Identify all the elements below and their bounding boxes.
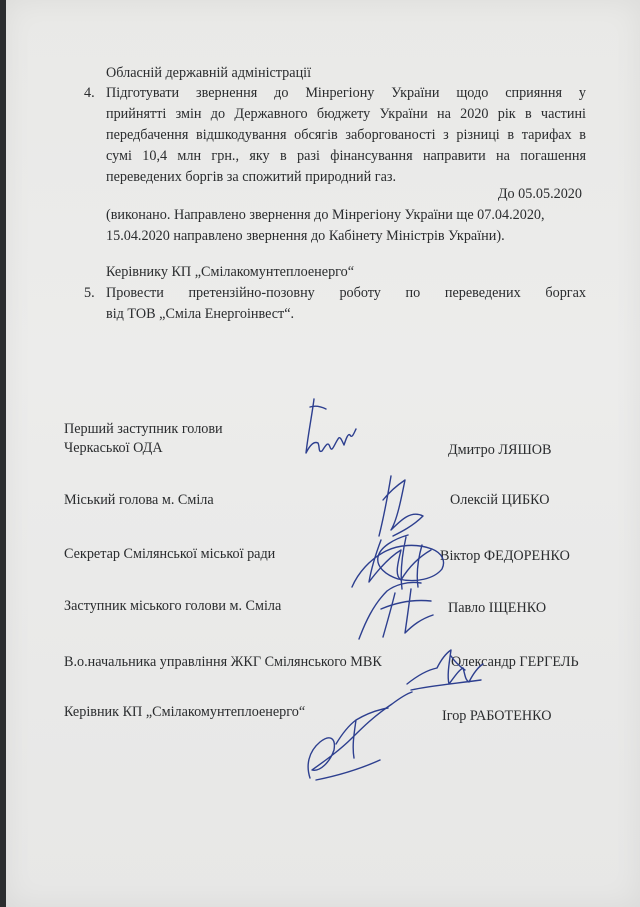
signature-lyashov xyxy=(296,395,366,465)
item5-line: від ТОВ „Сміла Енергоінвест“. xyxy=(106,306,295,322)
signatory-title: Міський голова м. Сміла xyxy=(64,492,214,508)
item4-line: Підготувати звернення до Мінрегіону України щодо сприяння у xyxy=(106,85,586,101)
item5-number: 5. xyxy=(84,285,95,301)
item4-line: передбачення відшкодування обсягів заборгованості з різниці в тарифах в xyxy=(106,127,586,143)
item4-note-line: (виконано. Направлено звернення до Мінрегіону України ще 07.04.2020, xyxy=(106,207,545,223)
signatory-block xyxy=(64,598,604,618)
item4-note-line: 15.04.2020 направлено звернення до Кабінету Міністрів України). xyxy=(106,228,505,244)
item4-line: переведених боргів за спожитий природний газ. xyxy=(106,169,397,185)
signatory-title: В.о.начальника управління ЖКГ Смілянського МВК xyxy=(64,654,382,670)
item4-line: прийнятті змін до Державного бюджету України на 2020 рік в частині xyxy=(106,106,586,122)
item4-recipient: Обласній державній адміністрації xyxy=(106,65,312,81)
signatory-block xyxy=(64,492,604,512)
item5-recipient: Керівнику КП „Смілакомунтеплоенерго“ xyxy=(106,264,355,280)
item4-text xyxy=(106,83,586,188)
signatory-name: Олексій ЦИБКО xyxy=(450,492,550,508)
signatory-block xyxy=(64,546,604,566)
signatory-name: Віктор ФЕДОРЕНКО xyxy=(440,548,570,564)
item4-note xyxy=(106,205,596,247)
signatory-title: Керівник КП „Смілакомунтеплоенерго“ xyxy=(64,704,306,720)
item4-line: сумі 10,4 млн грн., яку в разі фінансування направити на погашення xyxy=(106,148,586,164)
signature-rabotenko xyxy=(296,680,416,790)
item5-text xyxy=(106,283,586,325)
signature-ishchenko xyxy=(351,575,441,645)
signatory-title: Секретар Смілянської міської ради xyxy=(64,546,276,562)
signatory-name: Олександр ГЕРГЕЛЬ xyxy=(451,654,579,670)
item4-deadline: До 05.05.2020 xyxy=(497,186,582,202)
item5-line: Провести претензійно-позовну роботу по переведених боргах xyxy=(106,285,586,301)
document-page xyxy=(6,0,640,907)
signatory-name: Павло ІЩЕНКО xyxy=(448,600,547,616)
signatory-title: Заступник міського голови м. Сміла xyxy=(64,598,282,614)
signatory-block xyxy=(64,654,624,674)
item4-number: 4. xyxy=(84,85,95,101)
signatory-name: Ігор РАБОТЕНКО xyxy=(442,708,552,724)
signatory-name: Дмитро ЛЯШОВ xyxy=(448,442,552,458)
signatory-title: Перший заступник голови Черкаської ОДА xyxy=(64,421,223,456)
